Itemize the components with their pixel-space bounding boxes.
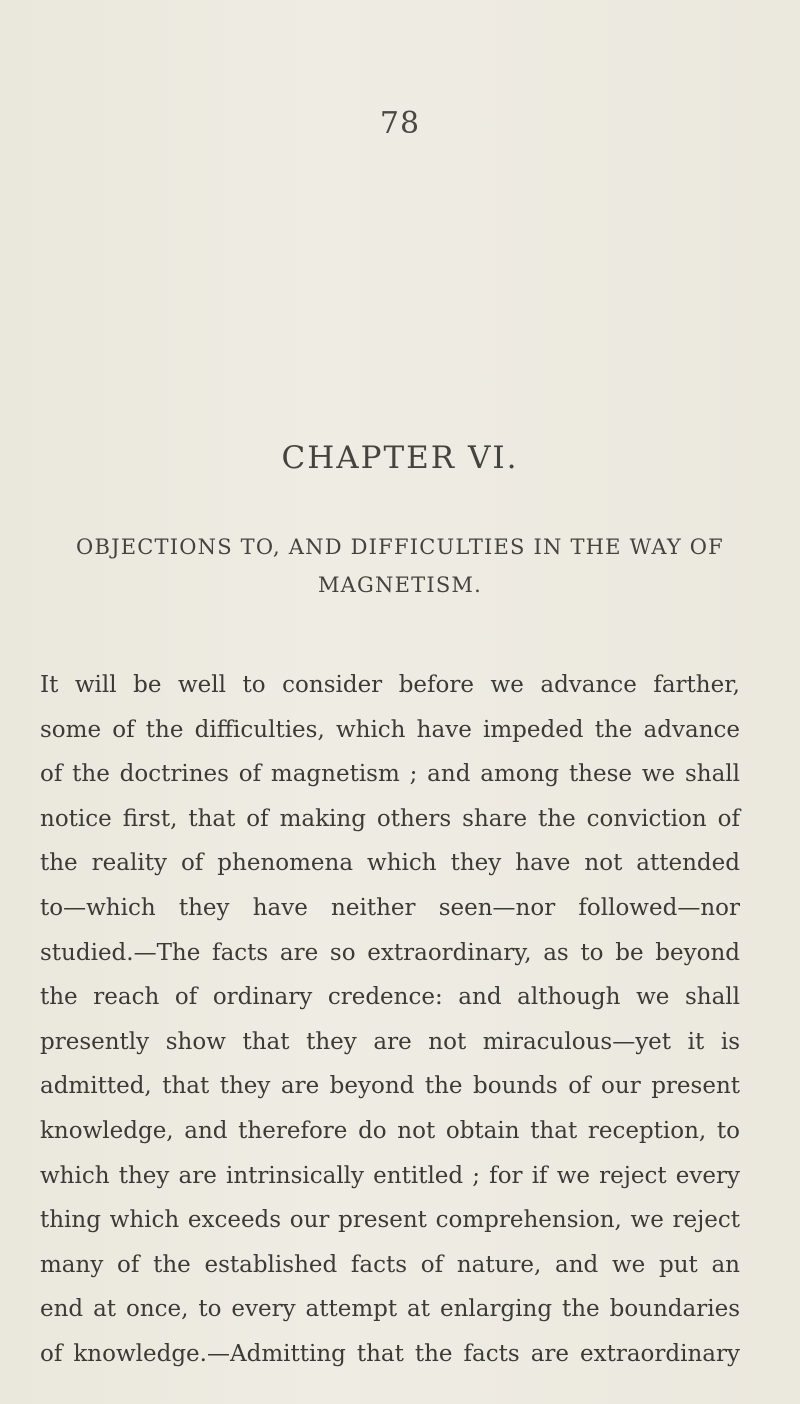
text-line: notice first, that of making others share the conviction of	[40, 805, 740, 832]
text-line: It will be well to consider before we advance farther,	[40, 672, 740, 698]
text-line: thing which exceeds our present comprehension, we reject	[40, 1207, 740, 1234]
text-line: the reach of ordinary credence: and although we shall	[40, 984, 740, 1011]
text-line: which they are intrinsically entitled ; for if we reject every	[40, 1162, 740, 1189]
text-line: presently show that they are not miraculous—yet it is	[40, 1028, 740, 1055]
text-line: knowledge, and therefore do not obtain that reception, to	[40, 1117, 740, 1144]
text-line: of knowledge.—Admitting that the facts are extraordinary	[40, 1340, 740, 1367]
text-line: the reality of phenomena which they have not attended	[40, 850, 740, 877]
text-line: some of the difficulties, which have impeded the advance	[40, 716, 740, 743]
text-line: admitted, that they are beyond the bounds of our present	[40, 1073, 740, 1100]
text-line: end at once, to every attempt at enlarging the boundaries	[40, 1296, 740, 1323]
body-paragraph	[40, 663, 740, 1377]
chapter-subtitle	[0, 528, 800, 604]
page-number: 78	[379, 106, 421, 141]
subtitle-line: MAGNETISM.	[317, 573, 482, 597]
text-line: to—which they have neither seen—nor followed—nor	[40, 894, 740, 921]
chapter-title: CHAPTER VI.	[281, 440, 519, 476]
text-line: of the doctrines of magnetism ; and among these we shall	[40, 761, 740, 788]
subtitle-line: OBJECTIONS TO, AND DIFFICULTIES IN THE WAY OF	[76, 535, 724, 559]
text-line: studied.—The facts are so extraordinary, as to be beyond	[40, 939, 740, 966]
text-line: many of the established facts of nature, and we put an	[40, 1251, 740, 1278]
